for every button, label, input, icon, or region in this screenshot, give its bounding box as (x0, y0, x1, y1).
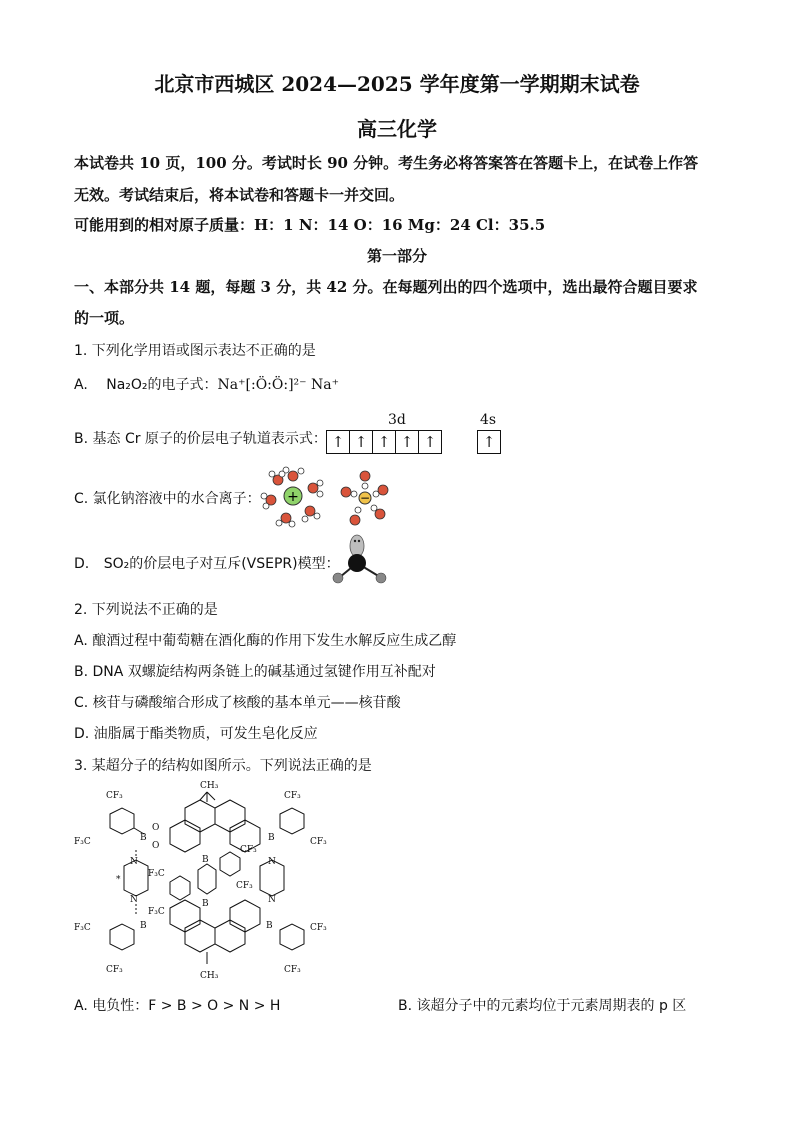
orbital-label-4s: 4s (480, 412, 497, 428)
q1-option-c: C. 氯化钠溶液中的水合离子： (74, 491, 261, 507)
q1-d-prefix: D. (74, 556, 90, 572)
cf3-label: CF₃ (106, 791, 123, 801)
q1-option-b: B. 基态 Cr 原子的价层电子轨道表示式： (74, 431, 327, 447)
cf3-label: CF₃ (236, 881, 253, 891)
hydrated-na-ion (261, 467, 323, 527)
f3c-label: F₃C (148, 907, 165, 917)
boron-label: B (140, 921, 147, 931)
orbital-box: ↑ (396, 431, 419, 453)
aryl-ring (170, 876, 190, 900)
q3-option-b: B. 该超分子中的元素均位于元素周期表的 p 区 (398, 998, 687, 1014)
oxygen-label: O (152, 841, 160, 851)
q1-option-a (74, 374, 339, 394)
q2-option-b: B. DNA 双螺旋结构两条链上的碱基通过氢键作用互补配对 (74, 664, 436, 680)
nitrogen-label: N (268, 857, 276, 867)
boron-label: B (202, 899, 209, 909)
aryl-ring (280, 924, 304, 950)
cf3-label: CF₃ (284, 965, 301, 975)
q3-option-a: A. 电负性：F > B > O > N > H (74, 998, 281, 1014)
atomic-masses: 可能用到的相对原子质量：H：1 N：14 O：16 Mg：24 Cl：35.5 (74, 216, 546, 234)
nitrogen-label: N (268, 895, 276, 905)
aryl-ring (110, 924, 134, 950)
q1-stem: 1. 下列化学用语或图示表达不正确的是 (74, 343, 316, 359)
hydrated-ions-diagram (258, 466, 398, 528)
hydrated-cl-ion (341, 471, 388, 525)
oxygen-label: O (152, 823, 160, 833)
q3-stem: 3. 某超分子的结构如图所示。下列说法正确的是 (74, 758, 372, 774)
boron-label: B (268, 833, 275, 843)
boron-label: B (266, 921, 273, 931)
cf3-label: CF₃ (310, 837, 327, 847)
orbital-3d-boxes (326, 430, 442, 454)
boron-label: B (140, 833, 147, 843)
q1-d-text: 的价层电子对互斥(VSEPR)模型： (129, 556, 340, 572)
f3c-label: F₃C (148, 869, 165, 879)
aryl-ring (280, 808, 304, 834)
dabco-cage (198, 864, 216, 894)
part1-intro-line1: 一、本部分共 14 题，每题 3 分，共 42 分。在每题列出的四个选项中，选出最符合题目要求 (74, 278, 698, 296)
q2-option-c: C. 核苷与磷酸缩合形成了核酸的基本单元——核苷酸 (74, 695, 401, 711)
so2-vsepr-model (330, 532, 390, 588)
q2-stem: 2. 下列说法不正确的是 (74, 602, 218, 618)
exam-subject: 高三化学 (357, 117, 437, 141)
orbital-label-3d: 3d (388, 412, 406, 428)
q1-a-electron-formula: Na⁺[:Ö:Ö:]²⁻ Na⁺ (217, 377, 339, 393)
part1-intro-line2: 的一项。 (74, 309, 135, 327)
aryl-ring (110, 808, 134, 834)
q1-option-d (74, 553, 340, 573)
orbital-4s-box (477, 430, 501, 454)
q2-option-d: D. 油脂属于酯类物质，可发生皂化反应 (74, 726, 318, 742)
orbital-box: ↑ (350, 431, 373, 453)
cf3-label: CF₃ (284, 791, 301, 801)
orbital-box: ↑ (373, 431, 396, 453)
nitrogen-label: N (130, 857, 138, 867)
cf3-label: CF₃ (106, 965, 123, 975)
q1-a-formula: Na₂O₂ (106, 377, 148, 393)
instructions-line1: 本试卷共 10 页，100 分。考试时长 90 分钟。考生务必将答案答在答题卡上，在试卷上作答 (74, 154, 699, 172)
q1-d-formula: SO₂ (103, 556, 130, 572)
top-framework (170, 792, 260, 852)
f3c-label: F₃C (74, 923, 91, 933)
cf3-label: CF₃ (310, 923, 327, 933)
part1-heading: 第一部分 (366, 247, 427, 265)
nitrogen-label: N (130, 895, 138, 905)
bottom-framework (170, 900, 260, 964)
cl-minus-sign: − (359, 491, 371, 505)
aryl-ring (220, 852, 240, 876)
exam-title: 北京市西城区 2024—2025 学年度第一学期期末试卷 (154, 72, 640, 96)
supramolecule-structure (70, 778, 350, 988)
orbital-box: ↑ (327, 431, 350, 453)
cf3-label: CF₃ (240, 845, 257, 855)
ch3-bottom: CH₃ (200, 971, 219, 981)
boron-label: B (202, 855, 209, 865)
f3c-label: F₃C (74, 837, 91, 847)
orbital-box: ↑ (482, 433, 496, 451)
q2-option-a: A. 酿酒过程中葡萄糖在酒化酶的作用下发生水解反应生成乙醇 (74, 633, 457, 649)
q1-a-text: 的电子式： (147, 377, 218, 393)
q1-a-prefix: A. (74, 377, 88, 393)
orbital-box: ↑ (423, 433, 437, 451)
ch3-top: CH₃ (200, 781, 219, 791)
instructions-line2: 无效。考试结束后，将本试卷和答题卡一并交回。 (74, 186, 405, 204)
na-plus-sign: + (287, 489, 299, 505)
star-label: * (116, 875, 121, 885)
